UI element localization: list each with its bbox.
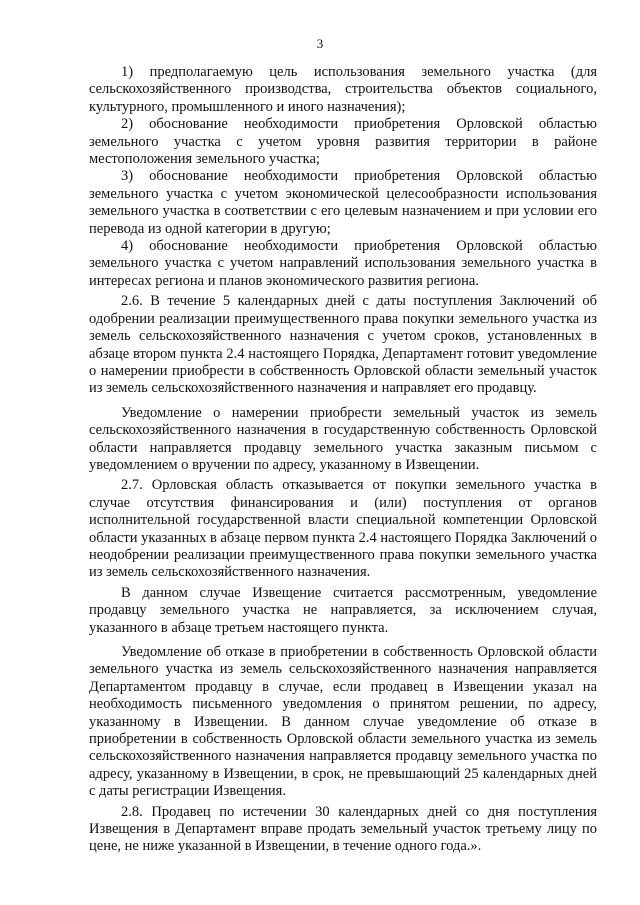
paragraph-clause-2-6: 2.6. В течение 5 календарных дней с даты поступления Заключений об одобрении реализации преимущественного права покупки земельного участка из земель сельскохозяйственного назначения с учетом сроков, установленных в абзаце втором пункта 2.4 настоящего Порядка, Департамент готовит уведомление о намерении приобрести в собственность Орловской области земельный участок из земель сельскохозяйственного назначения и направляет его продавцу. <box>89 293 597 397</box>
paragraph-clause-2-8: 2.8. Продавец по истечении 30 календарных дней со дня поступления Извещения в Департамент вправе продать земельный участок третьему лицу по цене, не ниже указанной в Извещении, в течение одного года.». <box>89 803 597 855</box>
paragraph-item-2-territory: 2) обоснование необходимости приобретения Орловской областью земельного участка с учетом уровня развития территории в районе местоположения земельного участка; <box>89 116 597 168</box>
document-body <box>89 64 597 856</box>
paragraph-notice-of-intent: Уведомление о намерении приобрести земельный участок из земель сельскохозяйственного назначения в государственную собственность Орловской области направляется продавцу земельного участка заказным письмом с уведомлением о вручении по адресу, указанному в Извещении. <box>89 404 597 473</box>
paragraph-clause-2-7: 2.7. Орловская область отказывается от покупки земельного участка в случае отсутствия финансирования и (или) поступления от органов исполнительной государственной власти специальной компетенции Орловской области указанных в абзаце первом пункта 2.4 настоящего Порядка Заключений о неодобрении реализации преимущественного права покупки земельного участка из земель сельскохозяйственного назначения. <box>89 477 597 581</box>
paragraph-notice-considered: В данном случае Извещение считается рассмотренным, уведомление продавцу земельного участка не направляется, за исключением случая, указанного в абзаце третьем настоящего пункта. <box>89 584 597 636</box>
paragraph-refusal-notice: Уведомление об отказе в приобретении в собственность Орловской области земельного участка из земель сельскохозяйственного назначения направляется Департаментом продавцу в случае, если продавец в Извещении указал на необходимость письменного уведомления о принятом решении, по адресу, указанному в Извещении. В данном случае уведомление об отказе в приобретении в собственность Орловской области земельного участка из земель сельскохозяйственного назначения направляется продавцу земельного участка по адресу, указанному в Извещении, в срок, не превышающий 25 календарных дней с даты регистрации Извещения. <box>89 644 597 800</box>
paragraph-item-1-purpose: 1) предполагаемую цель использования земельного участка (для сельскохозяйственного производства, строительства объектов социального, культурного, промышленного и иного назначения); <box>89 64 597 115</box>
paragraph-item-3-economic: 3) обоснование необходимости приобретения Орловской областью земельного участка с учетом экономической целесообразности использования земельного участка в соответствии с его целевым назначением и при условии его перевода из одной категории в другую; <box>89 168 597 237</box>
page-number: 3 <box>316 36 324 51</box>
paragraph-item-4-region-interests: 4) обоснование необходимости приобретения Орловской областью земельного участка с учетом направлений использования земельного участка в интересах региона и планов экономического развития региона. <box>89 238 597 289</box>
